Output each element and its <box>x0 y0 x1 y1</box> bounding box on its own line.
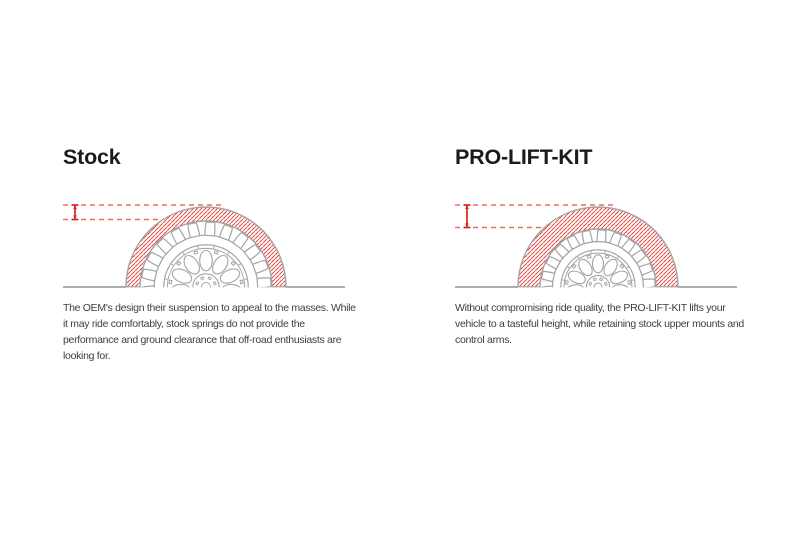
gap-arrow-head-up <box>73 206 77 210</box>
spoke-cutout <box>592 255 603 273</box>
hub-center-cap <box>202 283 211 292</box>
rim-bolt-detail <box>587 255 591 258</box>
rim-bolt-detail <box>169 280 172 284</box>
spoke-cutout <box>200 250 213 270</box>
gap-arrow-head-up <box>465 206 469 210</box>
rim-bolt-detail <box>565 281 568 285</box>
gap-arrow-head-down <box>73 216 77 220</box>
gap-arrow-head-down <box>465 224 469 228</box>
stock-title: Stock <box>63 145 121 169</box>
rim-bolt-detail <box>194 251 198 254</box>
rim-bolt-detail <box>240 280 243 284</box>
pro-lift-kit-clearance-diagram <box>455 199 739 293</box>
pro-lift-kit-title: PRO-LIFT-KIT <box>455 145 593 169</box>
stock-description: The OEM's design their suspension to appeal to the masses. While it may ride comfortably, stock springs do not provide the performance and ground clearance that off-road enthusiasts are looking for. <box>63 302 356 362</box>
spoke-cutout <box>605 292 626 293</box>
spoke-cutout <box>570 292 591 293</box>
stock-clearance-diagram <box>63 199 347 293</box>
rim-bolt-detail <box>628 281 631 285</box>
column-pro-lift-kit <box>455 145 751 346</box>
rim-bolt-detail <box>605 255 609 258</box>
pro-lift-kit-description: Without compromising ride quality, the PRO-LIFT-KIT lifts your vehicle to a tasteful height, while retaining stock upper mounts and control arms. <box>455 302 744 346</box>
column-stock <box>63 145 359 362</box>
hub-center-cap <box>594 283 602 291</box>
rim-bolt-detail <box>214 251 218 254</box>
